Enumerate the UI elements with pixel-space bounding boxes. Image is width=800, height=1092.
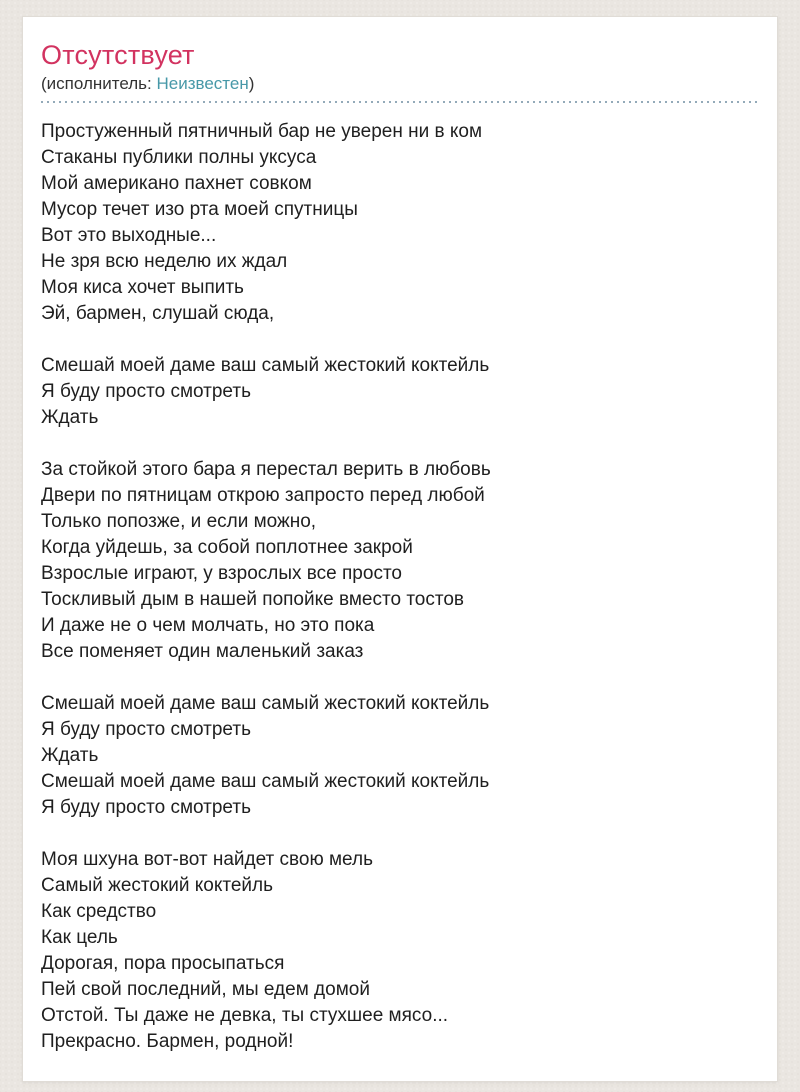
lyric-line: Смешай моей даме ваш самый жестокий коктейль <box>41 693 490 714</box>
lyric-line: Смешай моей даме ваш самый жестокий коктейль <box>41 771 490 792</box>
lyric-line: Только попозже, и если можно, <box>41 511 317 532</box>
lyric-line: Мой американо пахнет совком <box>41 173 312 194</box>
lyric-line: Стаканы публики полны уксуса <box>41 147 317 168</box>
dotted-separator <box>41 101 759 103</box>
lyric-line: Ждать <box>41 745 99 766</box>
song-title: Отсутствует <box>41 40 195 70</box>
lyric-line: Эй, бармен, слушай сюда, <box>41 303 275 324</box>
lyrics-text <box>41 119 759 1055</box>
artist-link[interactable]: Неизвестен <box>156 74 249 93</box>
lyric-line: Отстой. Ты даже не девка, ты стухшее мясо... <box>41 1005 449 1026</box>
stanza <box>41 847 759 1055</box>
lyric-line: Как цель <box>41 927 118 948</box>
lyric-line: Моя шхуна вот-вот найдет свою мель <box>41 849 373 870</box>
lyric-line: Взрослые играют, у взрослых все просто <box>41 563 402 584</box>
lyric-line: Смешай моей даме ваш самый жестокий коктейль <box>41 355 490 376</box>
artist-label: (исполнитель: <box>41 74 157 93</box>
stanza <box>41 119 759 327</box>
lyric-line: Простуженный пятничный бар не уверен ни в ком <box>41 121 483 142</box>
lyric-line: За стойкой этого бара я перестал верить в любовь <box>41 459 491 480</box>
lyric-line: Не зря всю неделю их ждал <box>41 251 288 272</box>
artist-label-close: ) <box>248 74 255 93</box>
lyric-line: Мусор течет изо рта моей спутницы <box>41 199 358 220</box>
lyric-line: Вот это выходные... <box>41 225 217 246</box>
lyrics-card <box>22 16 778 1082</box>
lyric-line: Я буду просто смотреть <box>41 719 251 740</box>
lyric-line: Как средство <box>41 901 157 922</box>
lyric-line: Я буду просто смотреть <box>41 797 251 818</box>
lyric-line: Двери по пятницам открою запросто перед любой <box>41 485 485 506</box>
lyric-line: Все поменяет один маленький заказ <box>41 641 364 662</box>
stanza <box>41 691 759 821</box>
lyric-line: Когда уйдешь, за собой поплотнее закрой <box>41 537 413 558</box>
lyric-line: Тоскливый дым в нашей попойке вместо тостов <box>41 589 465 610</box>
stanza <box>41 457 759 665</box>
lyric-line: Пей свой последний, мы едем домой <box>41 979 370 1000</box>
lyric-line: Прекрасно. Бармен, родной! <box>41 1031 294 1052</box>
lyric-line: Самый жестокий коктейль <box>41 875 274 896</box>
artist-line <box>41 73 759 95</box>
lyric-line: Моя киса хочет выпить <box>41 277 244 298</box>
lyric-line: Я буду просто смотреть <box>41 381 251 402</box>
stanza <box>41 353 759 431</box>
lyric-line: Дорогая, пора просыпаться <box>41 953 285 974</box>
lyric-line: И даже не о чем молчать, но это пока <box>41 615 375 636</box>
lyric-line: Ждать <box>41 407 99 428</box>
